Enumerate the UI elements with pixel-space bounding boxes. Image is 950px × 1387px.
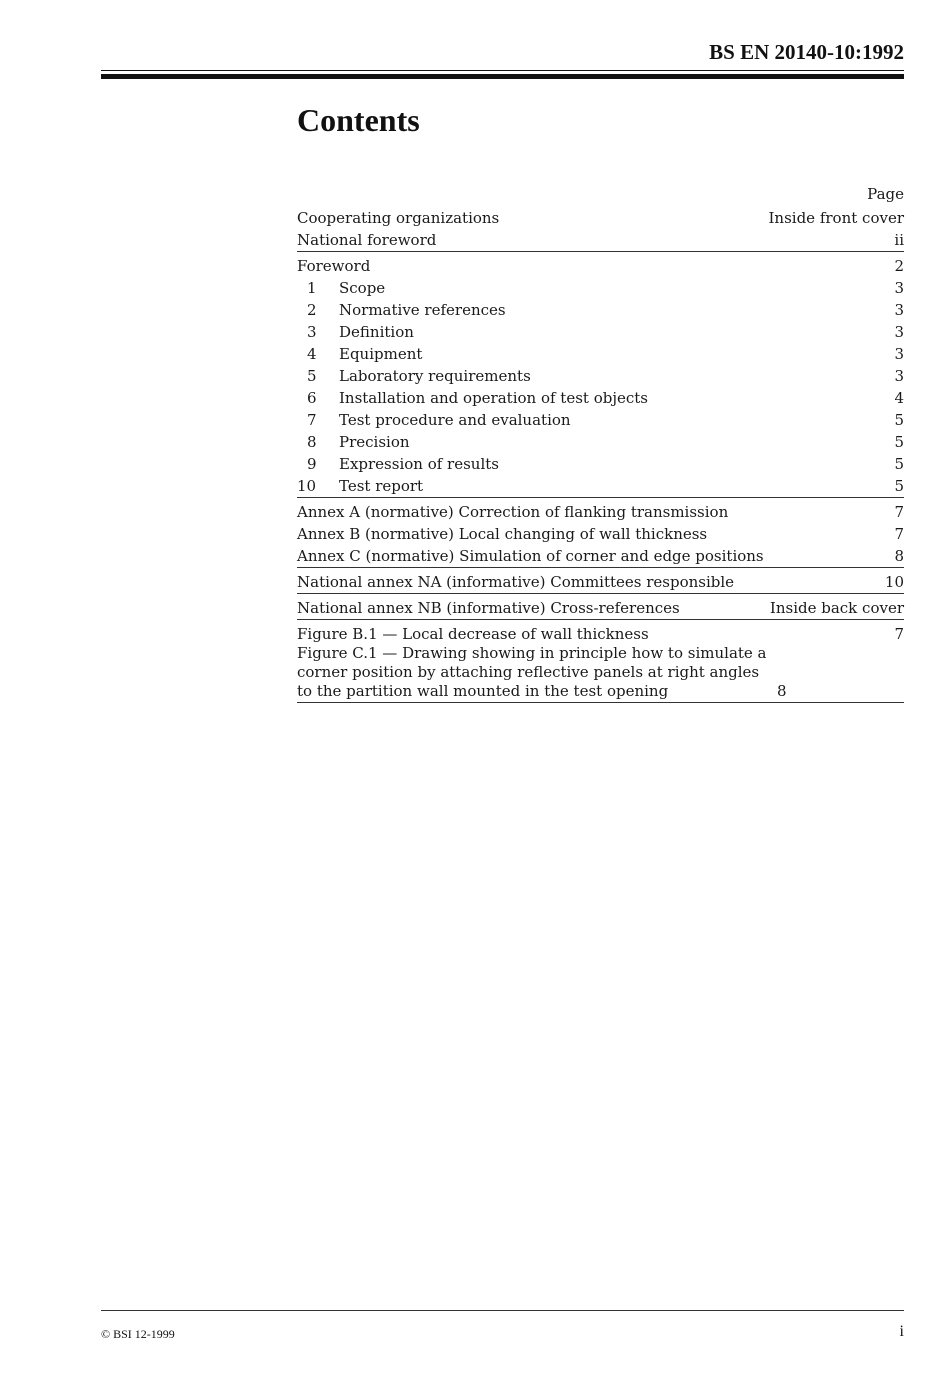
toc-entry-page: 3	[894, 323, 904, 341]
toc-entry[interactable]	[297, 452, 904, 474]
toc-entry-label: Expression of results	[339, 455, 499, 473]
toc-entry-label: Test report	[339, 477, 424, 495]
toc-entry[interactable]	[297, 364, 904, 386]
toc-entry-page: 8	[894, 547, 904, 565]
toc-entry-number: 8	[307, 433, 317, 451]
toc-entry-number: 2	[307, 301, 317, 319]
toc-group-figures	[297, 622, 904, 703]
toc-entry-number: 4	[307, 345, 317, 363]
toc-entry-label: Annex C (normative) Simulation of corner and edge positions	[297, 547, 764, 565]
toc-entry-label: National foreword	[297, 231, 437, 249]
toc-entry-page: 7	[894, 525, 904, 543]
toc-entry[interactable]	[297, 206, 904, 228]
toc-entry-label: Definition	[339, 323, 414, 341]
toc-entry-number: 10	[297, 477, 317, 495]
toc-entry-label: Figure C.1 — Drawing showing in principle how to simulate a corner position by attaching reflective panels at right angles to the partition wall mounted in the test opening	[297, 644, 767, 700]
header-rule-thin	[101, 70, 904, 71]
toc-entry-page: 3	[894, 301, 904, 319]
toc-entry-page: 5	[894, 455, 904, 473]
toc-entry-page: ii	[894, 231, 904, 249]
toc-entry-page: 10	[884, 573, 904, 591]
toc-entry-page: 2	[894, 257, 904, 275]
toc-entry-label: Figure B.1 — Local decrease of wall thickness	[297, 625, 649, 643]
toc-entry[interactable]	[297, 408, 904, 430]
toc-entry-number: 5	[307, 367, 317, 385]
toc-entry[interactable]	[297, 522, 904, 544]
toc-entry-label: National annex NB (informative) Cross-references	[297, 599, 680, 617]
toc-entry[interactable]	[297, 430, 904, 452]
document-identifier: BS EN 20140-10:1992	[709, 40, 904, 64]
toc-entry[interactable]	[297, 570, 904, 592]
toc-entry-number: 6	[307, 389, 317, 407]
toc-entry-page: 4	[894, 389, 904, 407]
toc-entry-label: Precision	[339, 433, 410, 451]
toc-entry-label: Annex B (normative) Local changing of wall thickness	[297, 525, 708, 543]
toc-entry[interactable]	[297, 342, 904, 364]
toc-group-main	[297, 254, 904, 498]
toc-entry[interactable]	[297, 386, 904, 408]
toc-entry-number: 7	[307, 411, 317, 429]
toc-entry[interactable]	[297, 298, 904, 320]
toc-entry-label: National annex NA (informative) Committees responsible	[297, 573, 735, 591]
toc-entry-label: Laboratory requirements	[339, 367, 531, 385]
toc-entry-page: 5	[894, 433, 904, 451]
toc-entry[interactable]	[297, 254, 904, 276]
toc-entry[interactable]	[297, 644, 904, 701]
toc-entry[interactable]	[297, 622, 904, 644]
toc-entry-number: 9	[307, 455, 317, 473]
page-number: i	[899, 1323, 904, 1340]
toc-entry-page: 7	[894, 503, 904, 521]
toc-entry-label: Annex A (normative) Correction of flanking transmission	[297, 503, 729, 521]
toc-entry-label: Foreword	[297, 257, 371, 275]
toc-entry-label: Cooperating organizations	[297, 209, 500, 227]
toc-entry-page: Inside back cover	[769, 599, 904, 617]
toc-entry-page: 3	[894, 279, 904, 297]
toc-entry-label: Normative references	[339, 301, 506, 319]
toc-entry[interactable]	[297, 544, 904, 566]
toc-entry-label: Equipment	[339, 345, 423, 363]
toc-entry-label: Test procedure and evaluation	[339, 411, 571, 429]
toc-entry[interactable]	[297, 474, 904, 496]
toc-entry[interactable]	[297, 276, 904, 298]
toc-entry[interactable]	[297, 228, 904, 250]
toc-entry-page: 7	[894, 625, 904, 643]
toc-entry[interactable]	[297, 596, 904, 618]
copyright-notice: © BSI 12-1999	[101, 1327, 175, 1341]
toc-entry-page: 5	[894, 477, 904, 495]
toc-entry[interactable]	[297, 320, 904, 342]
toc-entry-page: 3	[894, 367, 904, 385]
toc-group-annexes	[297, 500, 904, 568]
toc-group-national-nb	[297, 596, 904, 620]
toc-group-national-na	[297, 570, 904, 594]
toc-entry-page: 3	[894, 345, 904, 363]
table-of-contents	[297, 184, 904, 705]
footer-rule	[101, 1310, 904, 1311]
toc-group-front	[297, 206, 904, 252]
toc-entry[interactable]	[297, 500, 904, 522]
page-title: Contents	[297, 102, 420, 138]
toc-entry-label: Installation and operation of test objects	[339, 389, 648, 407]
page-column-heading: Page	[867, 185, 904, 203]
toc-entry-page: Inside front cover	[768, 209, 904, 227]
toc-entry-page: 8	[777, 682, 787, 700]
header-rule-thick	[101, 74, 904, 79]
toc-entry-page: 5	[894, 411, 904, 429]
toc-entry-number: 1	[307, 279, 317, 297]
toc-entry-label: Scope	[339, 279, 386, 297]
toc-entry-number: 3	[307, 323, 317, 341]
